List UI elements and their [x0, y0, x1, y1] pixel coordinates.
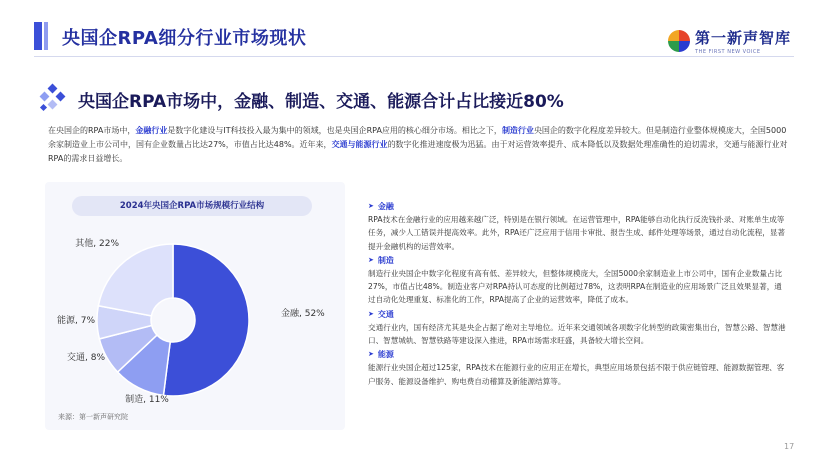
- logo-subtext: THE FIRST NEW VOICE: [695, 49, 761, 55]
- section-head-finance: [368, 200, 788, 213]
- logo-text: 第一新声智库: [695, 29, 792, 47]
- section-body-manufacturing: 制造行业央国企中数字化程度有高有低、差异较大，但整体规模庞大，全国5000余家制造业上市公司中，国有企业数量占比27%，市值占比48%。制造业客户对RPA持认可态度的比例超过78%，这表明RPA在制造业的应用场景广泛且效果显著，通过自动化处理重复、标准化的工作，RPA提高了企业的运营效率，降低了成本。: [368, 269, 783, 305]
- intro-text-3: 央国企的数字化程度差异较大。但是制造行业整体规模庞大，全国5000余家制造业上市公司中，国有企业数量占比达27%，市值占比达48%。近年来，: [48, 126, 787, 149]
- pie-label-0: 金融, 52%: [281, 309, 325, 319]
- section-body-energy: 能源行业央国企超过125家，RPA技术在能源行业的应用正在增长，典型应用场景包括不限于供应链管理、能源数据管理、客户服务、能源设备维护、购电费自动稽算及新能源结算等。: [368, 363, 785, 386]
- pie-chart: [45, 220, 345, 410]
- header-divider: [34, 56, 794, 57]
- page-number: 17: [784, 442, 795, 451]
- section-head-energy: [368, 348, 788, 361]
- pie-label-2: 交通, 8%: [67, 353, 105, 363]
- intro-paragraph: [48, 124, 788, 166]
- section-head-label: 交通: [377, 309, 394, 319]
- intro-highlight-transport-energy: 交通与能源行业: [331, 140, 388, 149]
- chevron-right-icon: ➤: [368, 255, 374, 264]
- section-head-label: 金融: [377, 202, 394, 211]
- section-body-finance: RPA技术在金融行业的应用越来越广泛，特别是在银行领域。在运营管理中，RPA能够自动化执行反洗钱扑录、对账单生成等任务，减少人工错误并提高效率。此外，RPA还广泛应用于信用卡审批、报告生成、邮件处理等场景，通过自动化流程，显著提升金融机构的运营效率。: [368, 215, 786, 251]
- chart-title: 2024年央国企RPA市场规模行业结构: [72, 196, 312, 216]
- page-title: 央国企RPA细分行业市场现状: [62, 28, 307, 49]
- section-subtitle: 央国企RPA市场中，金融、制造、交通、能源合计占比接近80%: [78, 91, 564, 112]
- chevron-right-icon: ➤: [368, 202, 374, 210]
- pie-label-3: 能源, 7%: [57, 316, 95, 326]
- pie-slice-4: [98, 244, 173, 316]
- pie-slice-0: [163, 244, 249, 396]
- subtitle-row: [38, 84, 564, 114]
- section-head-transport: [368, 308, 788, 321]
- title-accent-bar: [34, 22, 42, 50]
- intro-highlight-manufacturing: 制造行业: [501, 126, 534, 135]
- intro-highlight-finance: 金融行业: [135, 126, 168, 135]
- intro-text-1: 在央国企的RPA市场中，: [48, 126, 136, 135]
- section-head-manufacturing: [368, 254, 788, 267]
- title-accent-bar-light: [44, 22, 48, 50]
- section-head-label: 制造: [377, 255, 394, 265]
- section-head-label: 能源: [377, 350, 394, 360]
- industry-sections: [368, 200, 788, 389]
- pie-label-4: 其他, 22%: [75, 239, 119, 249]
- source-note: 来源：第一新声研究院: [58, 413, 128, 421]
- brand-logo: [668, 24, 791, 58]
- pie-label-1: 制造, 11%: [125, 395, 169, 405]
- intro-text-2: 是数字化建设与IT科技投入最为集中的领域，也是央国企RPA应用的核心细分市场。相比之下，: [167, 126, 502, 135]
- diamond-cluster-icon: [38, 84, 68, 114]
- chevron-right-icon: ➤: [368, 350, 374, 359]
- intro-text-4: 的数字化推进速度极为迅猛。由于对运营效率提升、成本降低以及数据处理准确性的迫切需求，交通与能源行业对RPA的需求日益增长。: [48, 140, 788, 163]
- logo-mark-icon: [668, 30, 690, 52]
- section-body-transport: 交通行业内，国有经济尤其是央企占据了绝对主导地位。近年来交通领域各项数字化转型的政策密集出台，智慧公路、智慧港口、智慧城轨、智慧铁路等建设深入推进，RPA市场需求旺盛，具备较大增长空间。: [368, 322, 786, 346]
- chevron-right-icon: ➤: [368, 309, 374, 318]
